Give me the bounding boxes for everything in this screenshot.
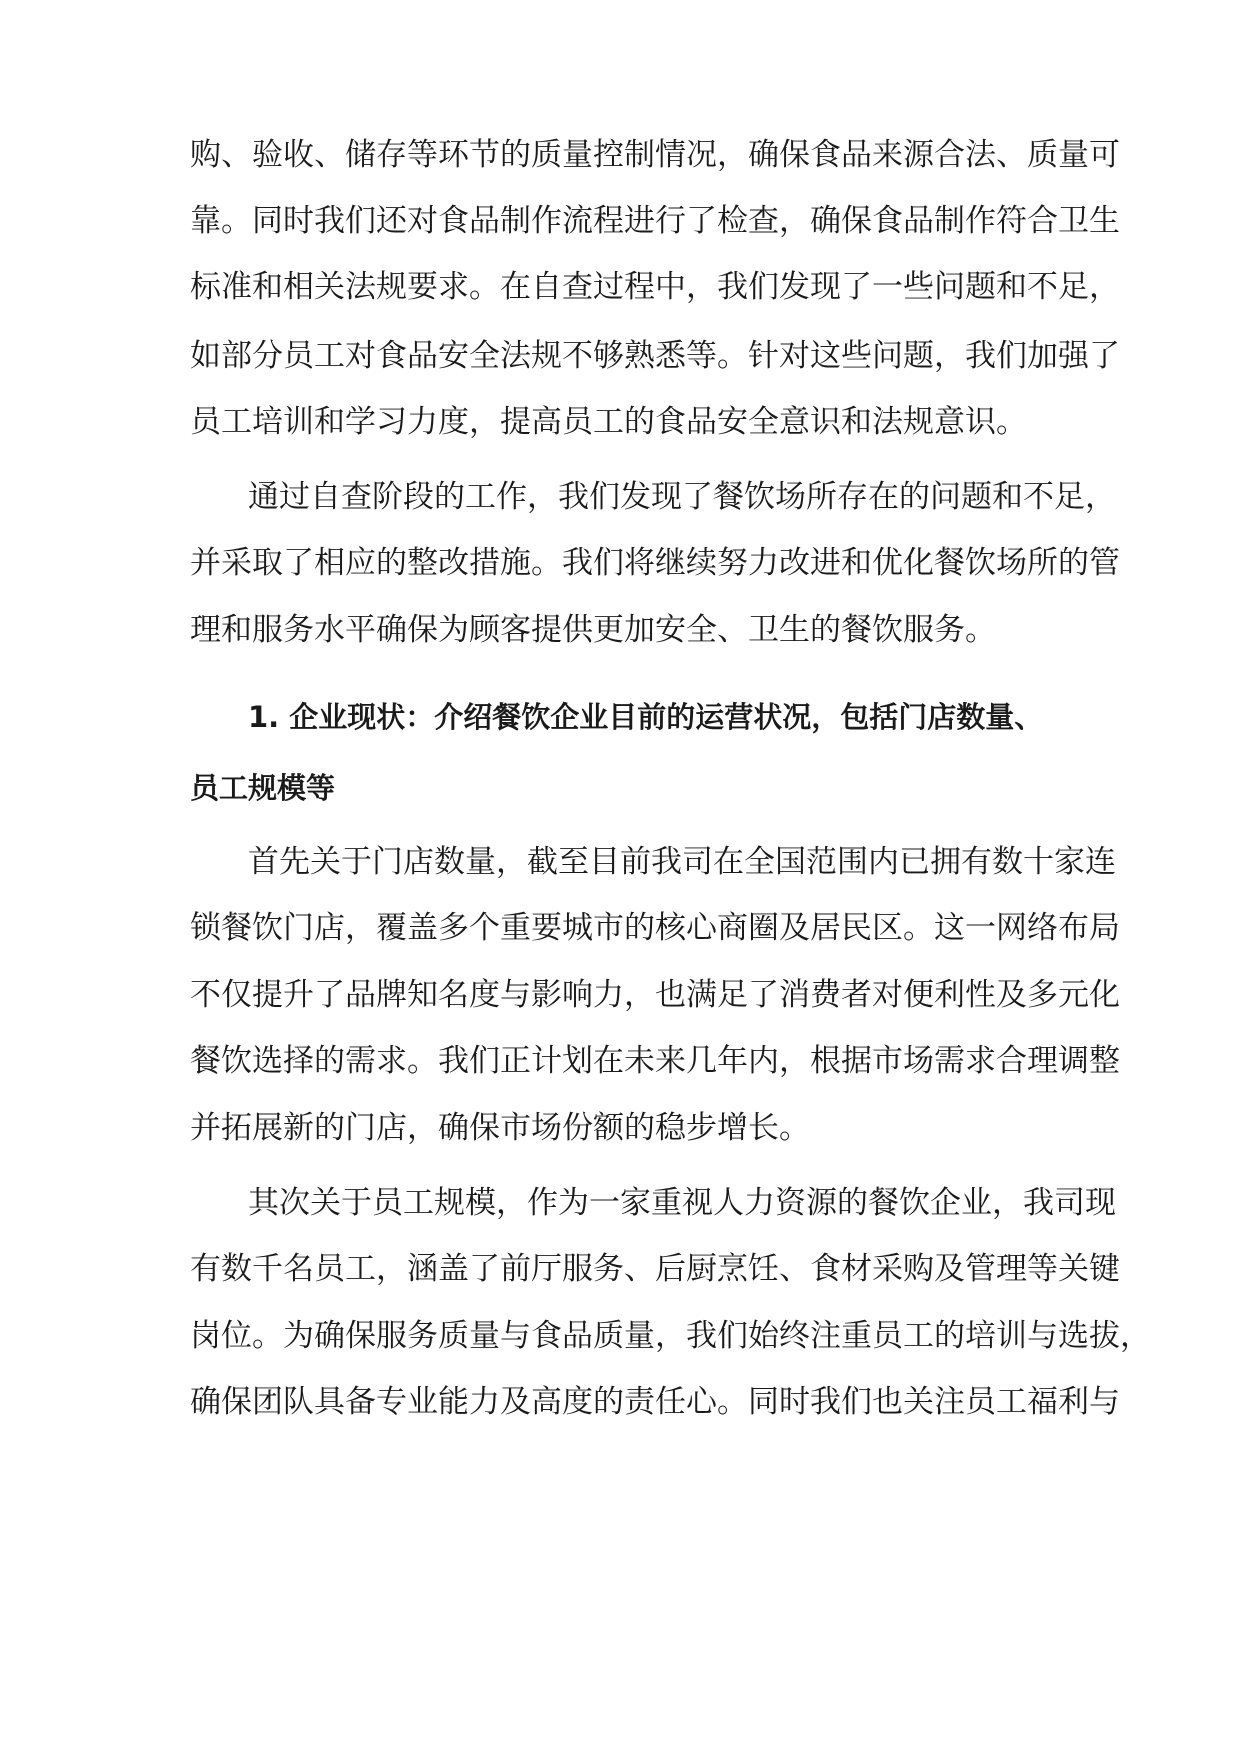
- body-text-line: 餐饮选择的需求。我们正计划在未来几年内，根据市场需求合理调整: [190, 1043, 1120, 1079]
- body-text-line: 并拓展新的门店，确保市场份额的稳步增长。: [190, 1110, 810, 1146]
- body-text-line: 购、验收、储存等环节的质量控制情况，确保食品来源合法、质量可: [190, 137, 1120, 173]
- body-text-line: 不仅提升了品牌知名度与影响力，也满足了消费者对便利性及多元化: [190, 977, 1120, 1013]
- body-text-line: 靠。同时我们还对食品制作流程进行了检查，确保食品制作符合卫生: [190, 203, 1120, 239]
- body-text-line: 其次关于员工规模，作为一家重视人力资源的餐饮企业，我司现: [248, 1185, 1116, 1221]
- body-text-line: 锁餐饮门店，覆盖多个重要城市的核心商圈及居民区。这一网络布局: [190, 910, 1120, 946]
- body-text-line: 首先关于门店数量，截至目前我司在全国范围内已拥有数十家连: [248, 844, 1116, 880]
- body-text-line: 如部分员工对食品安全法规不够熟悉等。针对这些问题，我们加强了: [190, 338, 1120, 374]
- body-text-line: 并采取了相应的整改措施。我们将继续努力改进和优化餐饮场所的管: [190, 545, 1120, 581]
- body-text-line: 岗位。为确保服务质量与食品质量，我们始终注重员工的培训与选拔，: [190, 1318, 1151, 1354]
- section-heading: 1. 企业现状：介绍餐饮企业目前的运营状况，包括门店数量、: [248, 700, 1044, 734]
- body-text-line: 通过自查阶段的工作，我们发现了餐饮场所存在的问题和不足，: [248, 479, 1116, 515]
- section-heading-continued: 员工规模等: [190, 771, 336, 805]
- body-text-line: 员工培训和学习力度，提高员工的食品安全意识和法规意识。: [190, 404, 1027, 440]
- body-text-line: 确保团队具备专业能力及高度的责任心。同时我们也关注员工福利与: [190, 1384, 1120, 1420]
- body-text-line: 标准和相关法规要求。在自查过程中，我们发现了一些问题和不足，: [190, 269, 1120, 305]
- body-text-line: 有数千名员工，涵盖了前厅服务、后厨烹饪、食材采购及管理等关键: [190, 1251, 1120, 1287]
- body-text-line: 理和服务水平确保为顾客提供更加安全、卫生的餐饮服务。: [190, 612, 996, 648]
